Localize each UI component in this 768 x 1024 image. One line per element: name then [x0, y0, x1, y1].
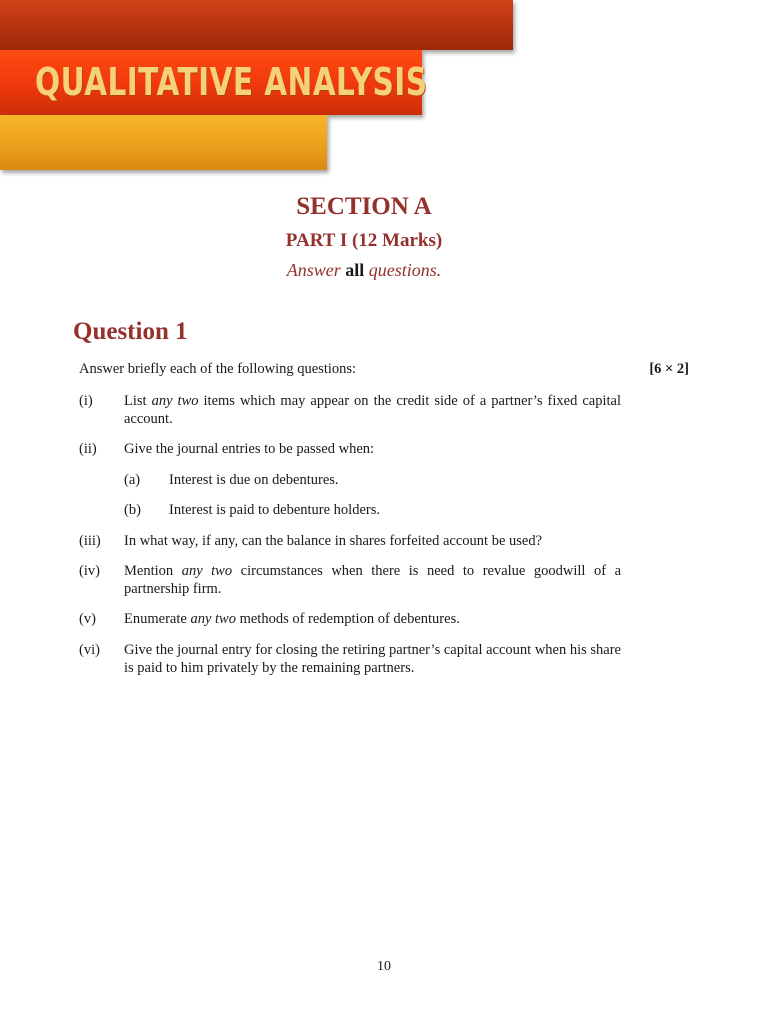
page-number: 10	[377, 959, 391, 974]
banner-band-top	[0, 0, 513, 50]
question-item-vi: (vi) Give the journal entry for closing the retiring partner’s capital account when his share is paid to him privately by the remaining partners.	[79, 642, 621, 676]
question-item-iii: (iii) In what way, if any, can the balance in shares forfeited account be used?	[79, 533, 543, 549]
marks-allocation: [6 × 2]	[649, 361, 689, 377]
question-lead: Answer briefly each of the following questions:	[79, 361, 357, 377]
banner-band-bottom	[0, 115, 327, 170]
section-title: SECTION A	[296, 193, 432, 220]
sub-item-b: (b) Interest is paid to debenture holders.	[124, 502, 380, 518]
question-item-v: (v) Enumerate any two methods of redemption of debentures.	[79, 611, 460, 627]
question-item-i: (i) List any two items which may appear on the credit side of a partner’s fixed capital account.	[79, 393, 622, 427]
question-item-ii: (ii) Give the journal entries to be passed when:	[79, 441, 375, 457]
part-title: PART I (12 Marks)	[285, 230, 443, 251]
banner-title: QUALITATIVE ANALYSIS	[35, 60, 428, 104]
question-item-iv: (iv) Mention any two circumstances when there is need to revalue goodwill of a partnership firm.	[79, 563, 622, 597]
instruction: Answer all questions.	[286, 260, 442, 280]
sub-item-a: (a) Interest is due on debentures.	[124, 472, 339, 488]
question-heading: Question 1	[73, 318, 188, 345]
